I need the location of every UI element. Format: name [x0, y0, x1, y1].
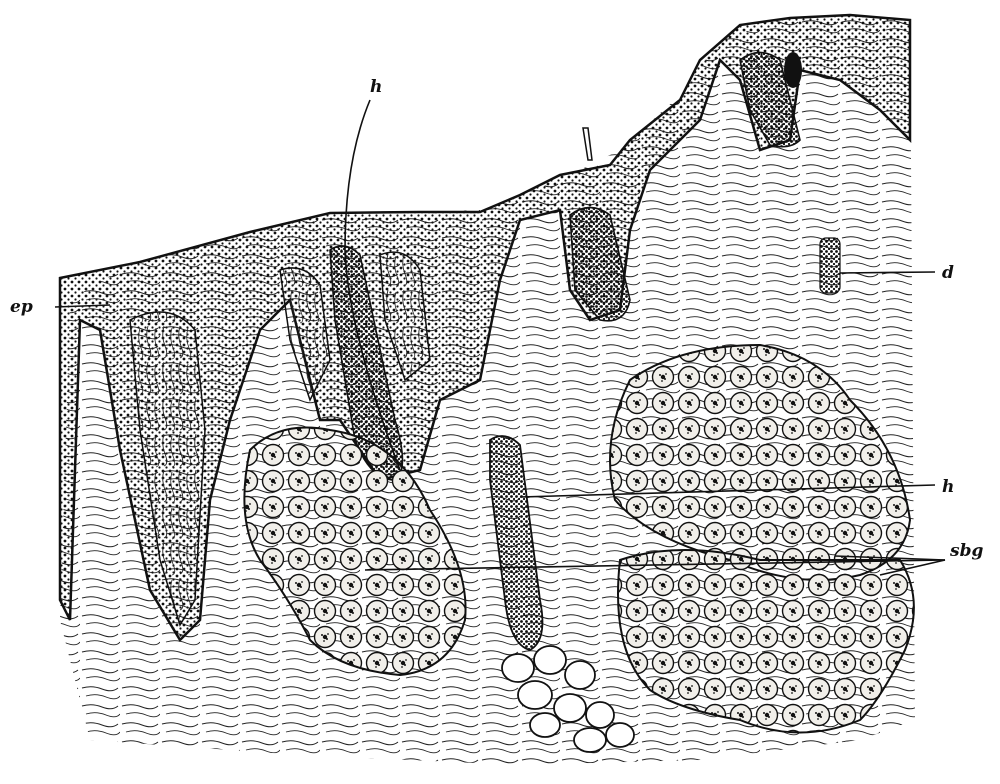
label-h-top: h — [370, 77, 383, 97]
label-sbg: sbg — [950, 541, 984, 561]
label-h-right: h — [942, 477, 955, 497]
dermal-vessel — [820, 238, 840, 293]
label-ep: ep — [10, 297, 33, 317]
hair-shaft — [583, 128, 592, 160]
leader-line-d — [840, 272, 935, 273]
hair-shaft-section — [784, 52, 802, 88]
label-d: d — [942, 263, 954, 283]
